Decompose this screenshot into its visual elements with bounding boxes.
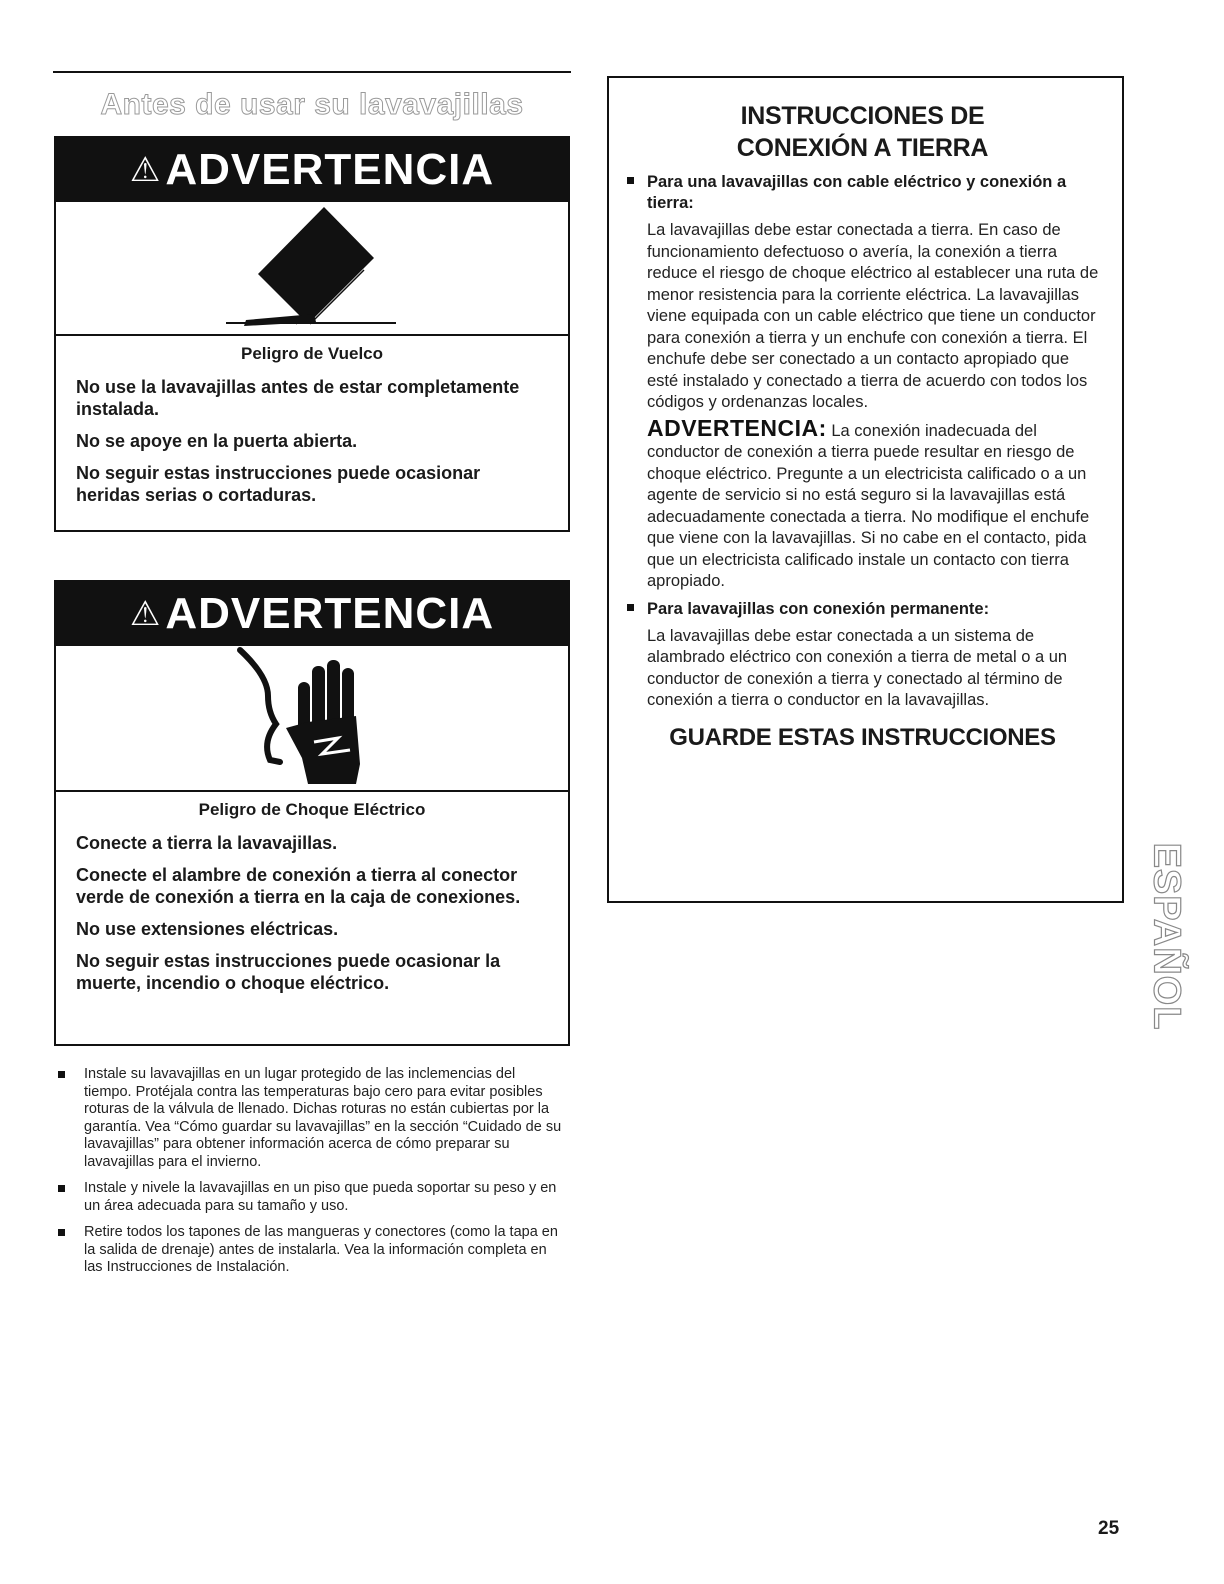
warning-header [56,582,568,646]
warning-line: No se apoye en la puerta abierta. [76,431,358,451]
bullet-square-icon [58,1071,65,1078]
list-item [56,1066,566,1171]
electric-shock-icon [56,646,568,792]
warning-line: No seguir estas instrucciones puede ocasionar la muerte, incendio o choque eléctrico. [76,951,501,993]
save-instructions-footer: GUARDE ESTAS INSTRUCCIONES [669,723,1056,751]
note-text: Instale su lavavajillas en un lugar protegido de las inclemencias del tiempo. Protéjala contra las temperaturas bajo cero para evitar posibles roturas de la válvula de llenado. Dichas roturas no están cubiertas por la garantía. Vea “Cómo guardar su lavavajillas” en la sección “Cuidado de su lavavajillas” para obtener información acerca de cómo preparar su lavavajillas para el invierno. [84,1066,562,1170]
warning-header [56,138,568,202]
section-title: Antes de usar su lavavajillas [100,88,524,121]
warning-line: Conecte el alambre de conexión a tierra al conector verde de conexión a tierra en la caja de conexiones. [76,865,521,907]
warning-header-label: ADVERTENCIA [165,145,495,194]
language-label: ESPAÑOL [1145,842,1188,1030]
tip-over-image [56,202,568,336]
warning-line: No use la lavavajillas antes de estar completamente instalada. [76,377,520,419]
grounding-title-line: INSTRUCCIONES DE [740,102,985,130]
grounding-instructions-box [607,76,1124,903]
top-rule [53,71,571,73]
electric-shock-warning-box [54,580,570,1046]
warning-triangle-icon: ⚠ [129,595,162,633]
warning-caption: Peligro de Vuelco [240,344,384,363]
grounding-title-line: CONEXIÓN A TIERRA [736,134,989,162]
warning-line: No use extensiones eléctricas. [76,919,339,939]
bullet-square-icon [58,1229,65,1236]
warning-header-label: ADVERTENCIA [165,589,495,638]
note-text: Retire todos los tapones de las mangueras y conectores (como la tapa en la salida de drenaje) antes de instalarla. Vea la información completa en las Instrucciones de Instalación. [84,1224,558,1275]
warning-line: Conecte a tierra la lavavajillas. [76,833,338,853]
warning-triangle-icon: ⚠ [129,151,162,189]
tip-over-warning-box [54,136,570,532]
item-title: Para lavavajillas con conexión permanente: [647,599,990,618]
grounding-item-corded [625,172,1100,214]
list-item [56,1180,566,1215]
grounding-item-permanent [625,599,1100,620]
bullet-square-icon [58,1185,65,1192]
item-text: La lavavajillas debe estar conectada a tierra. En caso de funcionamiento defectuoso o avería, la conexión a tierra reduce el riesgo de choque eléctrico al establecer una ruta de menor resistencia para la corriente eléctrica. La lavavajillas viene equipada con un cable eléctrico que tiene un conductor para conexión a tierra y un enchufe con conexión a tierra. El enchufe debe ser conectado a un contacto apropiado que esté instalado y conectado a tierra de acuerdo con todos los códigos y ordenanzas locales. [647,221,1099,411]
item-title: Para una lavavajillas con cable eléctrico y conexión a tierra: [647,173,1067,212]
language-side-tab [1146,816,1186,1056]
grounding-warning-label: ADVERTENCIA: [647,414,827,441]
grounding-title [625,100,1100,164]
item-text: La lavavajillas debe estar conectada a un sistema de alambrado eléctrico con conexión a tierra de metal o a un conductor de conexión a tierra y conectado al término de conexión a tierra o conductor en la lavavajillas. [647,626,1068,709]
grounding-warning-text: La conexión inadecuada del conductor de conexión a tierra puede resultar en riesgo de choque eléctrico. Pregunte a un electricista calificado o a un agente de servicio si no está seguro si la lavavajillas está adecuadamente conectada a tierra. No modifique el enchufe que viene con la lavavajillas. Si no cabe en el contacto, pida que un electricista calificado instale un contacto con tierra apropiado. [647,421,1090,590]
installation-notes [56,1066,566,1286]
warning-caption: Peligro de Choque Eléctrico [198,800,426,819]
tip-over-icon [56,202,568,336]
warning-line: No seguir estas instrucciones puede ocasionar heridas serias o cortaduras. [76,463,481,505]
bullet-square-icon [627,177,634,184]
page-number: 25 [1098,1518,1120,1539]
grounding-warning [625,414,1100,593]
bullet-square-icon [627,604,634,611]
electric-shock-image [56,646,568,792]
list-item [56,1224,566,1277]
note-text: Instale y nivele la lavavajillas en un piso que pueda soportar su peso y en un área adecuada para su tamaño y uso. [84,1180,557,1214]
